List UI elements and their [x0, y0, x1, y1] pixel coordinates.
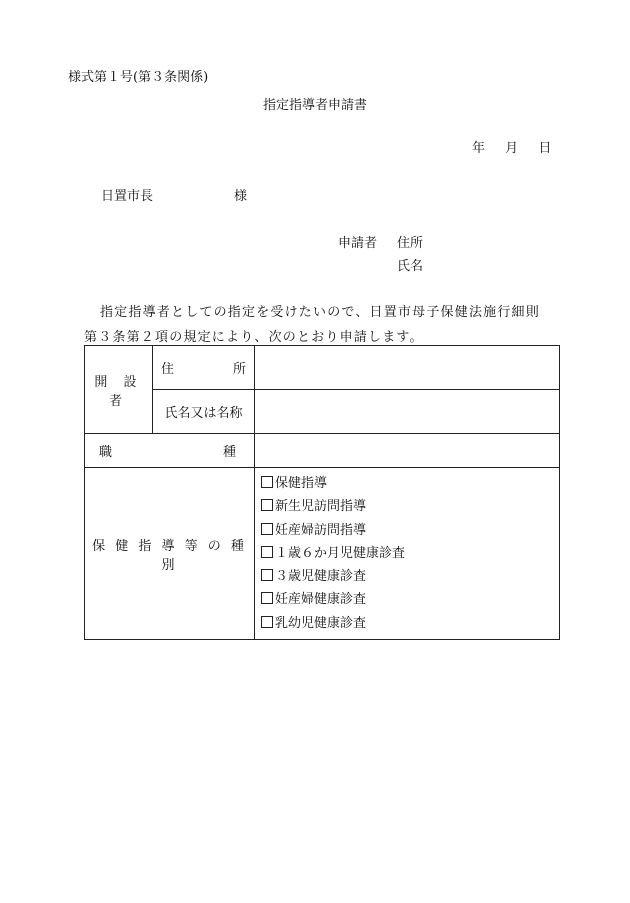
- statement-line-1: 指定指導者としての指定を受けたいので、日置市母子保健法施行細則: [100, 305, 540, 320]
- addressee-name: 日置市長: [101, 189, 154, 204]
- name-or-title-label: 氏名又は名称: [153, 390, 255, 434]
- occupation-label-a: 職: [99, 445, 113, 460]
- statement-line-2: 第３条第２項の規定により、次のとおり申請します。: [84, 330, 424, 345]
- checkbox[interactable]: [261, 523, 273, 535]
- checkbox[interactable]: [261, 616, 273, 628]
- guidance-type-label-text: 妊産婦健康診査: [275, 592, 367, 608]
- guidance-type-label-text: 保健指導: [275, 476, 328, 491]
- occupation-label-b: 種: [222, 445, 236, 460]
- occupation-label-cell: [85, 434, 255, 468]
- table-row: [85, 468, 560, 640]
- applicant-address-label: 住所: [397, 236, 424, 251]
- date-line: [472, 137, 551, 156]
- guidance-type-item[interactable]: [261, 565, 559, 588]
- guidance-type-label-text: １歳６か月児健康診査: [275, 545, 406, 561]
- guidance-type-label-text: 妊産婦訪問指導: [275, 522, 367, 538]
- guidance-type-item[interactable]: [261, 519, 559, 542]
- guidance-type-item[interactable]: [261, 612, 559, 635]
- addressee-honorific: 様: [234, 189, 248, 204]
- checkbox[interactable]: [261, 569, 273, 581]
- guidance-type-item[interactable]: [261, 495, 559, 518]
- address-input-cell[interactable]: [255, 346, 560, 390]
- guidance-type-item[interactable]: [261, 542, 559, 565]
- application-statement: [84, 300, 564, 350]
- guidance-type-label-text: 乳幼児健康診査: [275, 615, 367, 631]
- address-label-a: 住: [161, 362, 175, 377]
- document-title: 指定指導者申請書: [262, 98, 367, 113]
- guidance-type-label-text: 新生児訪問指導: [275, 499, 367, 515]
- founder-label: 開 設 者: [85, 346, 153, 434]
- table-row: [85, 434, 560, 468]
- address-label-b: 所: [232, 362, 246, 377]
- table-row: [85, 346, 560, 390]
- applicant-label: 申請者: [338, 236, 378, 251]
- guidance-type-item[interactable]: [261, 472, 559, 495]
- date-year-label: 年: [472, 141, 486, 156]
- application-table: [84, 345, 560, 640]
- table-row: [85, 390, 560, 434]
- applicant-name-label: 氏名: [397, 259, 424, 274]
- checkbox[interactable]: [261, 546, 273, 558]
- guidance-type-item[interactable]: [261, 588, 559, 611]
- guidance-types-list: [261, 472, 559, 635]
- guidance-type-label: 保 健 指 導 等 の 種 別: [85, 468, 255, 640]
- guidance-type-label-text: ３歳児健康診査: [275, 569, 367, 585]
- checkbox[interactable]: [261, 592, 273, 604]
- name-input-cell[interactable]: [255, 390, 560, 434]
- date-month-label: 月: [505, 141, 519, 156]
- address-label-cell: [153, 346, 255, 390]
- occupation-input-cell[interactable]: [255, 434, 560, 468]
- checkbox[interactable]: [261, 476, 273, 488]
- guidance-types-cell: [255, 468, 560, 640]
- checkbox[interactable]: [261, 499, 273, 511]
- date-day-label: 日: [538, 141, 552, 156]
- form-number: 様式第１号(第３条関係): [68, 70, 209, 85]
